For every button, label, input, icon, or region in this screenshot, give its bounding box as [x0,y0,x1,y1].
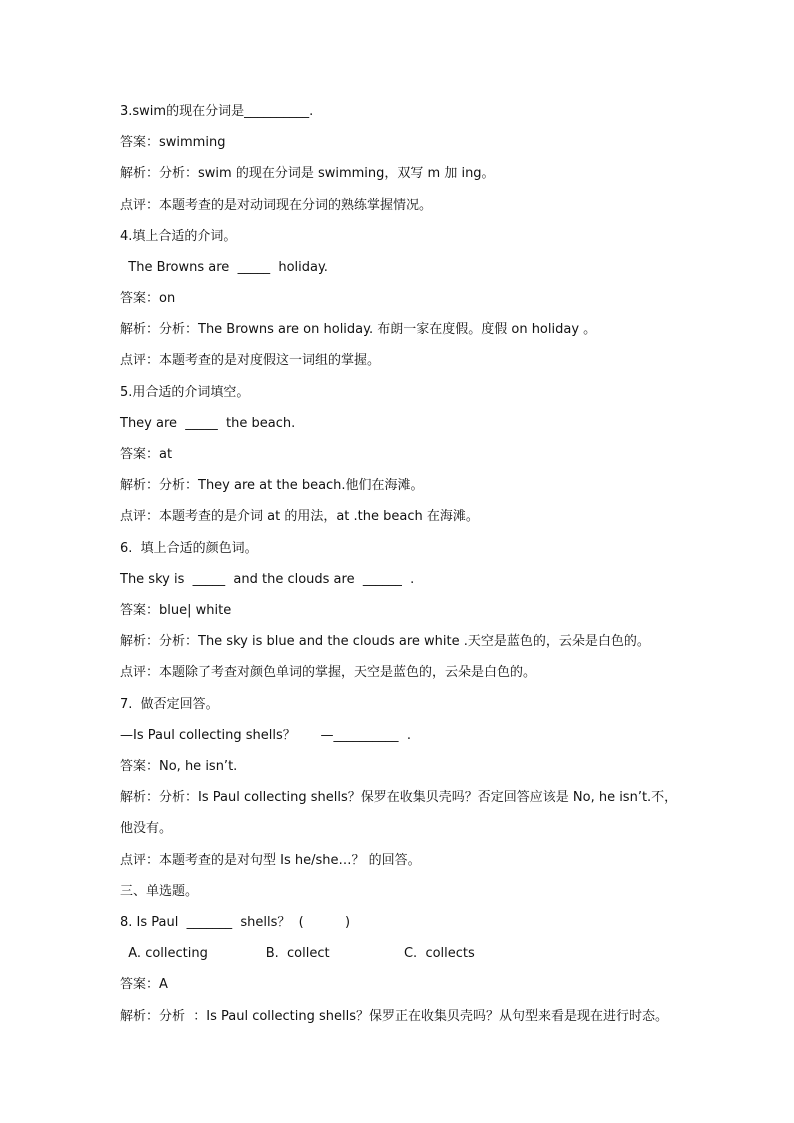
question-6-title: 6. 填上合适的颜色词。 [120,541,258,556]
question-6-sentence: The sky is _____ and the clouds are ______ . [120,572,415,587]
question-4-sentence: The Browns are _____ holiday. [120,260,328,275]
analysis-6: 解析：分析：The sky is blue and the clouds are white .天空是蓝色的，云朵是白色的。 [120,634,650,649]
question-8-options: A. collecting B. collect C. collects [120,946,475,961]
question-8: 8. Is Paul _______ shells？ ( ) [120,915,351,930]
comment-4: 点评：本题考查的是对度假这一词组的掌握。 [120,353,381,368]
question-5-sentence: They are _____ the beach. [120,416,296,431]
analysis-3: 解析：分析：swim 的现在分词是 swimming，双写 m 加 ing。 [120,166,495,181]
answer-5: 答案：at [120,447,173,462]
answer-6: 答案：blue| white [120,603,232,618]
analysis-4: 解析：分析：The Browns are on holiday. 布朗一家在度假。度假 on holiday 。 [120,322,597,337]
question-4-title: 4.填上合适的介词。 [120,229,237,244]
comment-7: 点评：本题考查的是对句型 Is he/she…？ 的回答。 [120,853,421,868]
analysis-5: 解析：分析：They are at the beach.他们在海滩。 [120,478,424,493]
question-7-sentence: —Is Paul collecting shells？ —__________ . [120,728,411,743]
comment-6: 点评：本题除了考查对颜色单词的掌握，天空是蓝色的，云朵是白色的。 [120,665,537,680]
comment-5: 点评：本题考查的是介词 at 的用法，at .the beach 在海滩。 [120,509,479,524]
question-5-title: 5.用合适的介词填空。 [120,385,250,400]
section-heading: 三、单选题。 [120,884,199,899]
analysis-7: 解析：分析：Is Paul collecting shells？保罗在收集贝壳吗？否定回答应该是 No, he isn’t.不， [120,790,678,805]
question-7-title: 7. 做否定回答。 [120,697,219,712]
answer-8: 答案：A [120,977,168,992]
question-3: 3.swim的现在分词是__________. [120,104,314,119]
analysis-7-continued: 他没有。 [120,821,173,836]
answer-7: 答案：No, he isn’t. [120,759,238,774]
analysis-8: 解析：分析 ：Is Paul collecting shells？保罗正在收集贝壳吗？从句型来看是现在进行时态。 [120,1009,669,1024]
answer-4: 答案：on [120,291,176,306]
comment-3: 点评：本题考查的是对动词现在分词的熟练掌握情况。 [120,198,433,213]
answer-3: 答案：swimming [120,135,226,150]
